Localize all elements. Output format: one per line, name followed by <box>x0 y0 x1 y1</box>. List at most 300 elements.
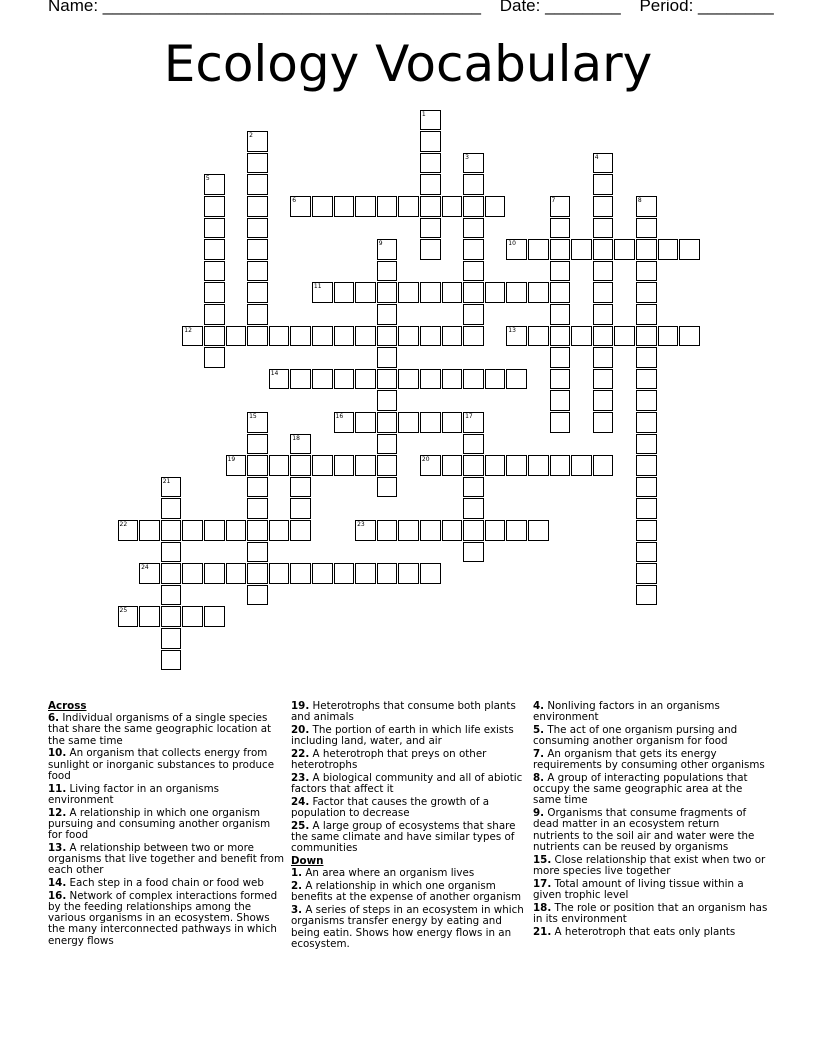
grid-cell[interactable] <box>550 304 571 325</box>
grid-cell[interactable] <box>528 520 549 541</box>
grid-cell[interactable] <box>312 369 333 390</box>
clue-number-label: 5. <box>533 724 545 736</box>
grid-cell[interactable] <box>593 369 614 390</box>
grid-cell[interactable] <box>269 369 290 390</box>
grid-cell[interactable] <box>377 390 398 411</box>
grid-cell[interactable] <box>269 520 290 541</box>
clue-number: 15 <box>249 412 257 420</box>
clue-text: An organism that collects energy from sunlight or inorganic substances to produce food <box>48 747 275 782</box>
grid-cell[interactable] <box>247 563 268 584</box>
grid-cell[interactable] <box>636 218 657 239</box>
grid-cell[interactable] <box>593 455 614 476</box>
grid-cell[interactable] <box>636 563 657 584</box>
clue-text: A relationship in which one organism pursuing and consuming another organism for food <box>48 806 271 842</box>
grid-cell[interactable] <box>377 282 398 303</box>
clue-item <box>48 843 285 877</box>
grid-cell[interactable] <box>182 520 203 541</box>
clue-item <box>48 713 285 747</box>
grid-cell[interactable] <box>139 520 160 541</box>
grid-cell[interactable] <box>161 650 182 671</box>
grid-cell[interactable] <box>312 563 333 584</box>
grid-cell[interactable] <box>485 282 506 303</box>
clue-item <box>291 881 528 903</box>
grid-cell[interactable] <box>182 606 203 627</box>
grid-cell[interactable] <box>247 434 268 455</box>
grid-cell[interactable] <box>550 347 571 368</box>
clue-number-label: 15. <box>533 853 552 866</box>
grid-cell[interactable] <box>226 455 247 476</box>
grid-cell[interactable] <box>636 477 657 498</box>
clue-number: 7 <box>551 196 556 204</box>
grid-cell[interactable] <box>139 606 160 627</box>
grid-cell[interactable] <box>204 196 225 217</box>
grid-cell[interactable] <box>247 131 268 152</box>
grid-cell[interactable] <box>204 261 225 282</box>
grid-cell[interactable] <box>290 455 311 476</box>
grid-cell[interactable] <box>420 131 441 152</box>
grid-cell[interactable] <box>614 239 635 260</box>
clue-number: 14 <box>270 369 279 377</box>
grid-cell[interactable] <box>161 542 182 563</box>
grid-cell[interactable] <box>636 239 657 260</box>
clue-number-label: 8. <box>533 772 545 784</box>
grid-cell[interactable] <box>290 520 311 541</box>
clue-text: A relationship between two or more organisms that live together and benefit from each other <box>48 841 284 877</box>
across-heading: Across <box>48 700 87 712</box>
grid-cell[interactable] <box>247 477 268 498</box>
clue-item <box>533 855 768 877</box>
clue-number-label: 14. <box>48 877 67 890</box>
clue-text: A large group of ecosystems that share the same climate and have similar types of communities <box>291 820 516 855</box>
grid-cell[interactable] <box>420 174 441 195</box>
grid-cell[interactable] <box>636 412 657 433</box>
grid-cell[interactable] <box>593 347 614 368</box>
grid-cell[interactable] <box>290 434 311 455</box>
grid-cell[interactable] <box>247 261 268 282</box>
grid-cell[interactable] <box>593 196 614 217</box>
grid-cell[interactable] <box>290 326 311 347</box>
grid-cell[interactable] <box>420 369 441 390</box>
grid-cell[interactable] <box>636 369 657 390</box>
grid-cell[interactable] <box>355 455 376 476</box>
clue-item <box>291 773 528 795</box>
clue-text: Factor that causes the growth of a population to decrease <box>291 796 490 820</box>
grid-cell[interactable] <box>312 326 333 347</box>
clue-text: Network of complex interactions formed by the feeding relationships among the various organisms in an ecosystem. Shows the many interconnected pathways in which energy flows <box>48 889 278 947</box>
grid-cell[interactable] <box>204 347 225 368</box>
grid-cell[interactable] <box>679 239 700 260</box>
grid-cell[interactable] <box>377 196 398 217</box>
grid-cell[interactable] <box>269 563 290 584</box>
grid-cell[interactable] <box>571 239 592 260</box>
grid-cell[interactable] <box>442 369 463 390</box>
grid-cell[interactable] <box>161 585 182 606</box>
clue-text: The role or position that an organism has in its environment <box>533 901 768 925</box>
grid-cell[interactable] <box>377 369 398 390</box>
clue-item <box>533 879 768 901</box>
clue-number-label: 10. <box>48 747 67 760</box>
clue-item <box>291 905 528 950</box>
grid-cell[interactable] <box>398 563 419 584</box>
clue-number: 16 <box>335 412 344 420</box>
grid-cell[interactable] <box>377 347 398 368</box>
grid-cell[interactable] <box>420 326 441 347</box>
grid-cell[interactable] <box>355 520 376 541</box>
clue-number-label: 11. <box>48 782 67 795</box>
grid-cell[interactable] <box>247 153 268 174</box>
clue-number: 9 <box>378 240 383 248</box>
grid-cell[interactable] <box>377 412 398 433</box>
grid-cell[interactable] <box>636 304 657 325</box>
clue-item <box>533 808 768 853</box>
clue-item <box>291 725 528 747</box>
grid-cell[interactable] <box>269 326 290 347</box>
grid-cell[interactable] <box>463 369 484 390</box>
grid-cell[interactable] <box>550 239 571 260</box>
grid-cell[interactable] <box>204 218 225 239</box>
grid-cell[interactable] <box>571 326 592 347</box>
grid-cell[interactable] <box>334 455 355 476</box>
grid-cell[interactable] <box>161 498 182 519</box>
grid-cell[interactable] <box>593 218 614 239</box>
date-field[interactable]: Date: ________ <box>499 0 621 15</box>
grid-cell[interactable] <box>247 282 268 303</box>
clue-number-label: 2. <box>291 880 303 893</box>
clue-number: 24 <box>141 564 149 572</box>
grid-cell[interactable] <box>204 520 225 541</box>
grid-cell[interactable] <box>593 282 614 303</box>
clue-number: 18 <box>292 434 300 442</box>
grid-cell[interactable] <box>290 498 311 519</box>
grid-cell[interactable] <box>420 196 441 217</box>
grid-cell[interactable] <box>636 455 657 476</box>
grid-cell[interactable] <box>118 606 139 627</box>
grid-cell[interactable] <box>485 455 506 476</box>
grid-cell[interactable] <box>636 585 657 606</box>
grid-cell[interactable] <box>247 326 268 347</box>
grid-cell[interactable] <box>334 563 355 584</box>
grid-cell[interactable] <box>658 239 679 260</box>
grid-cell[interactable] <box>506 520 527 541</box>
grid-cell[interactable] <box>571 455 592 476</box>
clue-number: 19 <box>227 456 236 464</box>
grid-cell[interactable] <box>355 369 376 390</box>
clue-text: The act of one organism pursing and consuming another organism for food <box>533 724 738 748</box>
clue-item <box>291 868 528 879</box>
clue-text: A biological community and all of abiotic factors that affect it <box>291 772 523 796</box>
grid-cell[interactable] <box>377 563 398 584</box>
grid-cell[interactable] <box>550 261 571 282</box>
grid-cell[interactable] <box>204 326 225 347</box>
grid-cell[interactable] <box>161 477 182 498</box>
grid-cell[interactable] <box>463 218 484 239</box>
grid-cell[interactable] <box>398 326 419 347</box>
grid-cell[interactable] <box>463 326 484 347</box>
grid-cell[interactable] <box>463 520 484 541</box>
clue-number-label: 18. <box>533 901 552 914</box>
grid-cell[interactable] <box>247 304 268 325</box>
grid-cell[interactable] <box>463 261 484 282</box>
grid-cell[interactable] <box>636 326 657 347</box>
grid-cell[interactable] <box>506 369 527 390</box>
grid-cell[interactable] <box>247 218 268 239</box>
grid-cell[interactable] <box>463 477 484 498</box>
clue-number: 11 <box>313 283 322 291</box>
clue-item <box>533 749 768 771</box>
grid-cell[interactable] <box>442 326 463 347</box>
grid-cell[interactable] <box>593 390 614 411</box>
period-field[interactable]: Period: ________ <box>639 0 774 15</box>
grid-cell[interactable] <box>377 434 398 455</box>
grid-cell[interactable] <box>118 520 139 541</box>
grid-cell[interactable] <box>485 196 506 217</box>
grid-cell[interactable] <box>550 218 571 239</box>
clue-text: Nonliving factors in an organisms environment <box>533 700 720 724</box>
grid-cell[interactable] <box>204 304 225 325</box>
grid-cell[interactable] <box>463 434 484 455</box>
clue-number-label: 7. <box>533 748 545 760</box>
clue-number: 2 <box>249 132 253 140</box>
grid-cell[interactable] <box>377 477 398 498</box>
down-heading: Down <box>291 855 324 868</box>
clue-text: An area where an organism lives <box>302 867 475 880</box>
grid-cell[interactable] <box>528 239 549 260</box>
grid-cell[interactable] <box>679 326 700 347</box>
grid-cell[interactable] <box>377 326 398 347</box>
grid-cell[interactable] <box>161 520 182 541</box>
grid-cell[interactable] <box>204 174 225 195</box>
grid-cell[interactable] <box>290 196 311 217</box>
grid-cell[interactable] <box>442 455 463 476</box>
clue-item <box>533 701 768 723</box>
grid-cell[interactable] <box>226 520 247 541</box>
grid-cell[interactable] <box>398 412 419 433</box>
grid-cell[interactable] <box>420 455 441 476</box>
grid-cell[interactable] <box>204 606 225 627</box>
grid-cell[interactable] <box>420 282 441 303</box>
grid-cell[interactable] <box>528 326 549 347</box>
grid-cell[interactable] <box>312 455 333 476</box>
grid-cell[interactable] <box>247 498 268 519</box>
clue-text: A heterotroph that eats only plants <box>551 925 736 938</box>
clue-number-label: 25. <box>291 820 310 832</box>
clue-text: A series of steps in an ecosystem in which organisms transfer energy by eating and being eatin. Shows how energy flows in an ecosystem. <box>291 904 524 950</box>
grid-cell[interactable] <box>182 326 203 347</box>
grid-cell[interactable] <box>290 369 311 390</box>
grid-cell[interactable] <box>377 455 398 476</box>
grid-cell[interactable] <box>550 326 571 347</box>
grid-cell[interactable] <box>636 434 657 455</box>
grid-cell[interactable] <box>377 520 398 541</box>
grid-cell[interactable] <box>506 455 527 476</box>
clue-number-label: 16. <box>48 889 67 902</box>
grid-cell[interactable] <box>636 347 657 368</box>
grid-cell[interactable] <box>463 239 484 260</box>
grid-cell[interactable] <box>528 282 549 303</box>
clue-number: 25 <box>119 607 128 615</box>
grid-cell[interactable] <box>593 153 614 174</box>
grid-cell[interactable] <box>247 585 268 606</box>
clue-number: 10 <box>508 240 516 248</box>
clue-item <box>533 773 768 807</box>
clue-item <box>48 748 285 782</box>
clue-text: Heterotrophs that consume both plants and animals <box>291 700 516 724</box>
grid-cell[interactable] <box>485 369 506 390</box>
grid-cell[interactable] <box>550 282 571 303</box>
grid-cell[interactable] <box>593 326 614 347</box>
grid-cell[interactable] <box>247 196 268 217</box>
clue-number: 13 <box>508 326 516 334</box>
grid-cell[interactable] <box>247 174 268 195</box>
grid-cell[interactable] <box>442 520 463 541</box>
grid-cell[interactable] <box>355 282 376 303</box>
grid-cell[interactable] <box>420 412 441 433</box>
grid-cell[interactable] <box>398 369 419 390</box>
grid-cell[interactable] <box>420 110 441 131</box>
clue-number: 22 <box>119 520 128 528</box>
grid-cell[interactable] <box>593 412 614 433</box>
grid-cell[interactable] <box>550 412 571 433</box>
grid-cell[interactable] <box>334 196 355 217</box>
grid-cell[interactable] <box>442 282 463 303</box>
grid-cell[interactable] <box>204 563 225 584</box>
clue-item <box>48 891 285 947</box>
grid-cell[interactable] <box>463 542 484 563</box>
grid-cell[interactable] <box>226 326 247 347</box>
grid-cell[interactable] <box>204 282 225 303</box>
grid-cell[interactable] <box>550 455 571 476</box>
grid-cell[interactable] <box>398 520 419 541</box>
clue-number-label: 22. <box>291 748 310 760</box>
grid-cell[interactable] <box>550 369 571 390</box>
grid-cell[interactable] <box>226 563 247 584</box>
grid-cell[interactable] <box>420 563 441 584</box>
grid-cell[interactable] <box>398 282 419 303</box>
grid-cell[interactable] <box>528 455 549 476</box>
grid-cell[interactable] <box>182 563 203 584</box>
grid-cell[interactable] <box>247 520 268 541</box>
name-field[interactable]: Name: ________________________________________ <box>48 0 481 15</box>
grid-cell[interactable] <box>636 282 657 303</box>
grid-cell[interactable] <box>442 196 463 217</box>
grid-cell[interactable] <box>290 563 311 584</box>
grid-cell[interactable] <box>550 196 571 217</box>
clue-item <box>291 701 528 723</box>
grid-cell[interactable] <box>593 304 614 325</box>
clue-text: Close relationship that exist when two or more species live together <box>533 853 766 877</box>
clues-column-3 <box>533 701 768 939</box>
grid-cell[interactable] <box>247 239 268 260</box>
grid-cell[interactable] <box>636 196 657 217</box>
grid-cell[interactable] <box>420 520 441 541</box>
grid-cell[interactable] <box>420 239 441 260</box>
grid-cell[interactable] <box>290 477 311 498</box>
grid-cell[interactable] <box>593 239 614 260</box>
grid-cell[interactable] <box>161 628 182 649</box>
grid-cell[interactable] <box>463 282 484 303</box>
grid-cell[interactable] <box>334 326 355 347</box>
grid-cell[interactable] <box>593 261 614 282</box>
clue-number: 17 <box>465 412 473 420</box>
grid-cell[interactable] <box>161 563 182 584</box>
clue-number-label: 4. <box>533 700 545 712</box>
clue-text: A group of interacting populations that occupy the same geographic area at the same time <box>533 772 748 807</box>
clue-item <box>291 821 528 855</box>
grid-cell[interactable] <box>204 239 225 260</box>
grid-cell[interactable] <box>398 196 419 217</box>
grid-cell[interactable] <box>463 174 484 195</box>
grid-cell[interactable] <box>658 326 679 347</box>
clues-column-1 <box>48 701 285 948</box>
clue-item <box>533 903 768 925</box>
grid-cell[interactable] <box>550 390 571 411</box>
clue-number-label: 6. <box>48 712 60 725</box>
grid-cell[interactable] <box>334 282 355 303</box>
clue-text: Individual organisms of a single species that share the same geographic location at the same time <box>48 712 272 747</box>
grid-cell[interactable] <box>355 412 376 433</box>
grid-cell[interactable] <box>312 196 333 217</box>
clue-text: Total amount of living tissue within a given trophic level <box>533 877 744 901</box>
grid-cell[interactable] <box>377 239 398 260</box>
grid-cell[interactable] <box>636 520 657 541</box>
grid-cell[interactable] <box>506 239 527 260</box>
grid-cell[interactable] <box>463 196 484 217</box>
clue-text: An organism that gets its energy requirements by consuming other organisms <box>533 748 765 772</box>
grid-cell[interactable] <box>355 196 376 217</box>
grid-cell[interactable] <box>247 455 268 476</box>
grid-cell[interactable] <box>355 563 376 584</box>
clue-text: Organisms that consume fragments of dead matter in an ecosystem return nutrients to the soil air and water were the nutrients can be reused by organisms <box>533 807 755 853</box>
grid-cell[interactable] <box>269 455 290 476</box>
clue-number: 1 <box>421 110 426 118</box>
grid-cell[interactable] <box>420 153 441 174</box>
grid-cell[interactable] <box>334 412 355 433</box>
clue-text: A relationship in which one organism benefits at the expense of another organism <box>291 880 522 904</box>
grid-cell[interactable] <box>377 304 398 325</box>
grid-cell[interactable] <box>485 520 506 541</box>
grid-cell[interactable] <box>614 326 635 347</box>
clue-text: Living factor in an organisms environment <box>48 782 219 806</box>
grid-cell[interactable] <box>442 412 463 433</box>
grid-cell[interactable] <box>377 261 398 282</box>
grid-cell[interactable] <box>247 412 268 433</box>
grid-cell[interactable] <box>312 282 333 303</box>
grid-cell[interactable] <box>463 455 484 476</box>
grid-cell[interactable] <box>355 326 376 347</box>
grid-cell[interactable] <box>463 498 484 519</box>
clue-number: 4 <box>594 153 599 161</box>
grid-cell[interactable] <box>161 606 182 627</box>
grid-cell[interactable] <box>463 412 484 433</box>
grid-cell[interactable] <box>247 542 268 563</box>
grid-cell[interactable] <box>636 261 657 282</box>
grid-cell[interactable] <box>506 326 527 347</box>
grid-cell[interactable] <box>334 369 355 390</box>
grid-cell[interactable] <box>420 218 441 239</box>
clue-number: 3 <box>465 153 469 161</box>
clue-number-label: 20. <box>291 724 310 736</box>
grid-cell[interactable] <box>593 174 614 195</box>
grid-cell[interactable] <box>636 498 657 519</box>
grid-cell[interactable] <box>636 390 657 411</box>
grid-cell[interactable] <box>139 563 160 584</box>
grid-cell[interactable] <box>463 304 484 325</box>
grid-cell[interactable] <box>636 542 657 563</box>
clue-text: A heterotroph that preys on other heterotrophs <box>291 748 487 772</box>
grid-cell[interactable] <box>506 282 527 303</box>
clue-number: 5 <box>205 175 210 183</box>
grid-cell[interactable] <box>463 153 484 174</box>
